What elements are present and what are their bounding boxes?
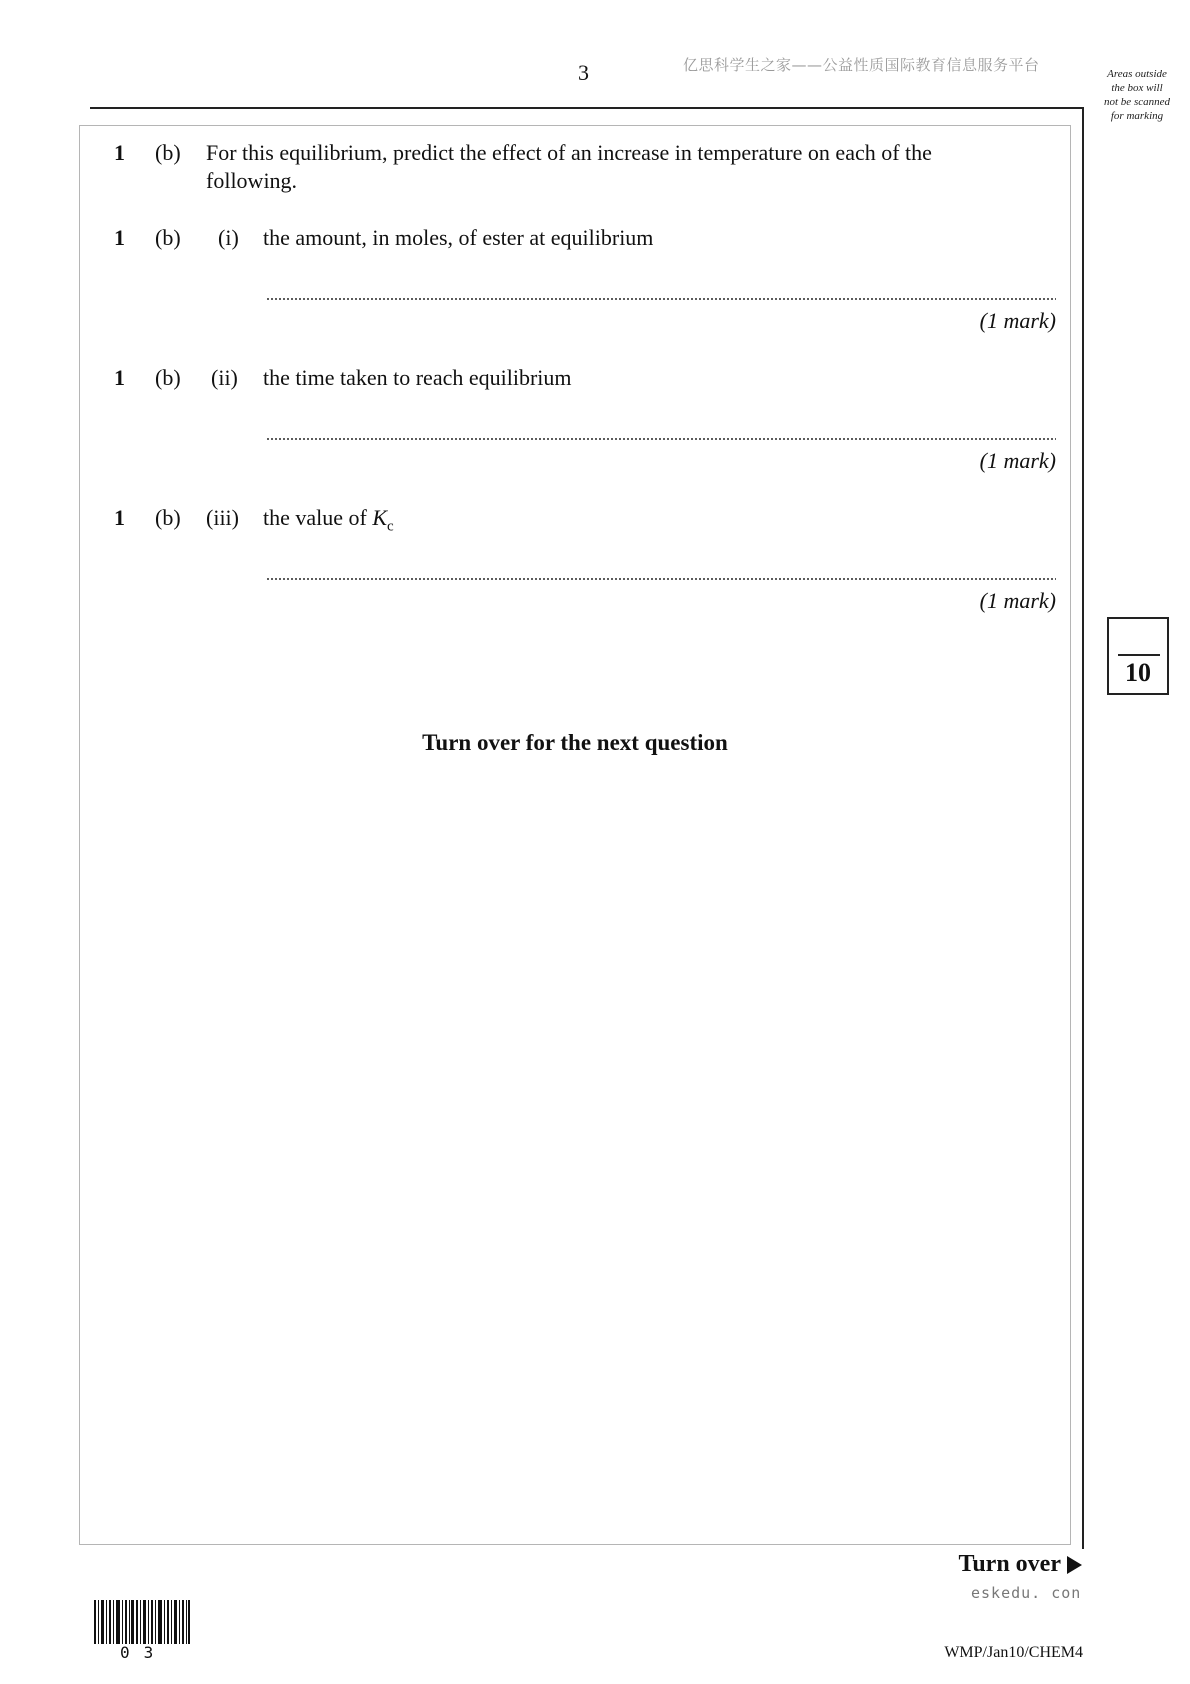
margin-note-line: the box will (1111, 82, 1163, 94)
question-subpart: (ii) (211, 365, 238, 390)
mark-allocation: (1 mark) (979, 448, 1056, 473)
question-number: 1 (114, 505, 125, 530)
score-total: 10 (1125, 658, 1151, 687)
question-text: For this equilibrium, predict the effect of an increase in temperature on each of the (206, 140, 932, 165)
question-text: following. (206, 168, 298, 193)
turn-over-next-question: Turn over for the next question (422, 730, 728, 755)
question-text (263, 504, 394, 540)
question-part: (b) (155, 505, 181, 530)
question-text: the amount, in moles, of ester at equilibrium (263, 225, 654, 250)
turn-over-text: Turn over (958, 1551, 1061, 1577)
mark-allocation: (1 mark) (979, 588, 1056, 613)
page-number: 3 (578, 60, 589, 85)
question-number: 1 (114, 365, 125, 390)
paper-code: WMP/Jan10/CHEM4 (944, 1644, 1083, 1661)
question-number: 1 (114, 140, 125, 165)
question-text: the time taken to reach equilibrium (263, 365, 572, 390)
equilibrium-constant-symbol: K (372, 505, 388, 530)
answer-line[interactable] (266, 578, 1056, 580)
equilibrium-constant-subscript: c (387, 518, 394, 535)
right-triangle-icon (1067, 1556, 1082, 1574)
margin-note-line: for marking (1110, 110, 1164, 122)
question-number: 1 (114, 225, 125, 250)
margin-note-line: Areas outside (1107, 68, 1167, 80)
right-margin-rule (1082, 107, 1084, 1549)
top-rule (90, 107, 1084, 109)
turn-over-label (959, 1551, 1082, 1578)
margin-note-line: not be scanned (1104, 96, 1170, 108)
question-part: (b) (155, 365, 181, 390)
margin-note (1092, 67, 1182, 123)
question-part: (b) (155, 140, 181, 165)
website-text: eskedu. con (971, 1584, 1082, 1602)
question-subpart: (iii) (206, 505, 239, 530)
answer-line[interactable] (266, 298, 1056, 300)
answer-line[interactable] (266, 438, 1056, 440)
barcode-icon (94, 1600, 190, 1644)
question-subpart: (i) (218, 225, 239, 250)
question-part: (b) (155, 225, 181, 250)
mark-allocation: (1 mark) (979, 308, 1056, 333)
score-box-rule (1118, 654, 1160, 656)
question-text-prefix: the value of (263, 505, 373, 530)
barcode-digits: 03 (120, 1643, 168, 1662)
answer-frame (79, 125, 1071, 1545)
watermark-text: 亿思科学生之家——公益性质国际教育信息服务平台 (683, 56, 1040, 74)
